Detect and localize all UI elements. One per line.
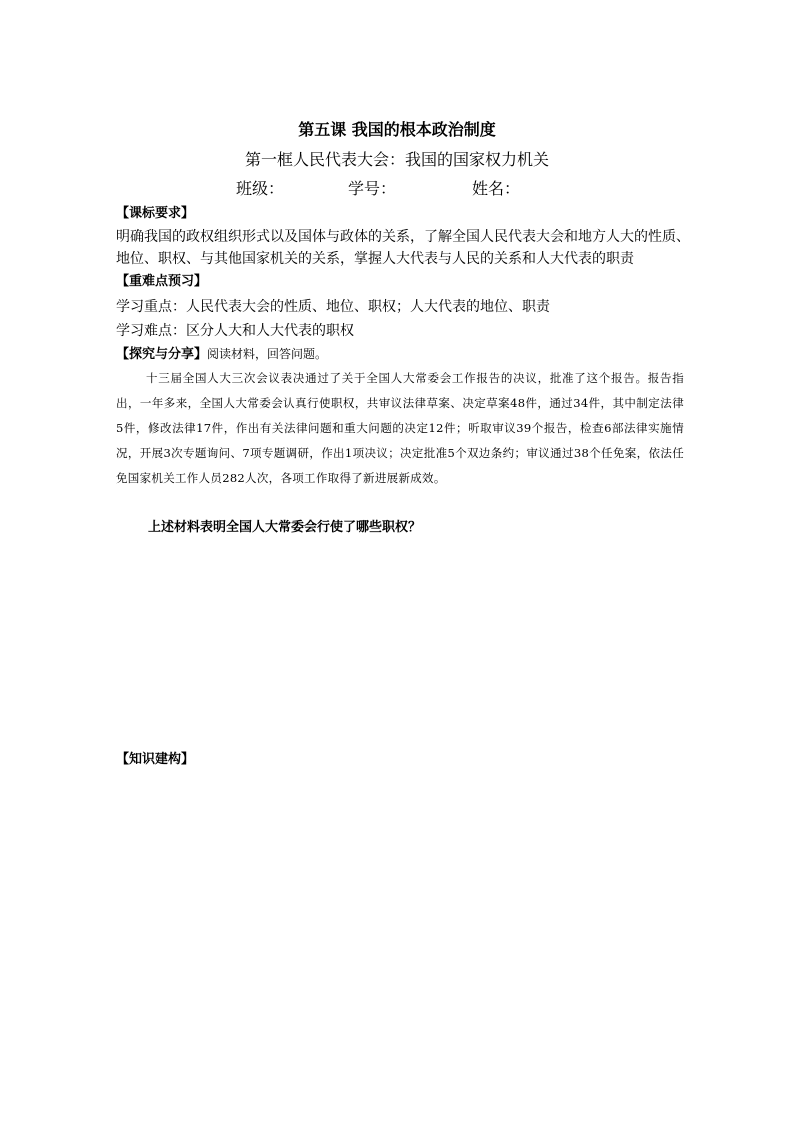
preview-heading: 【重难点预习】 (116, 274, 208, 289)
lesson-title: 第五课 我国的根本政治制度 (298, 120, 496, 139)
student-number-field-label: 学号： (348, 179, 397, 198)
reading-material: 十三届全国人大三次会议表决通过了关于全国人大常委会工作报告的决议，批准了这个报告。报告指出，一年多来，全国人大常委会认真行使职权，共审议法律草案、决定草案48件，通过34件，其中制定法律5件，修改法律17件，作出有关法律问题和重大问题的决定12件；听取审议39个报告，检查6部法律实施情况，开展3次专题询问、7项专题调研，作出1项决议；决定批准5个双边条约；审议通过38个任免案，依法任免国家机关工作人员282人次，各项工作取得了新进展新成效。 (116, 371, 684, 485)
curriculum-text-line-2: 地位、职权、与其他国家机关的关系，掌握人大代表与人民的关系和人大代表的职责 (116, 251, 634, 267)
key-points-text: 学习重点：人民代表大会的性质、地位、职权；人大代表的地位、职责 (116, 299, 550, 315)
difficulties-text: 学习难点：区分人大和人大代表的职权 (116, 323, 354, 339)
curriculum-heading: 【课标要求】 (116, 206, 195, 221)
explore-heading-row (116, 344, 327, 365)
knowledge-heading: 【知识建构】 (116, 752, 195, 767)
lesson-subtitle: 第一框人民代表大会：我国的国家权力机关 (244, 150, 549, 169)
explore-heading: 【探究与分享】 (116, 347, 208, 362)
explore-instruction: 阅读材料，回答问题。 (207, 347, 328, 361)
curriculum-text-line-1: 明确我国的政权组织形式以及国体与政体的关系，了解全国人民代表大会和地方人大的性质、 (116, 229, 690, 245)
class-field-label: 班级： (236, 179, 285, 198)
discussion-question: 上述材料表明全国人大常委会行使了哪些职权？ (148, 520, 422, 535)
student-name-field-label: 姓名： (472, 179, 521, 198)
